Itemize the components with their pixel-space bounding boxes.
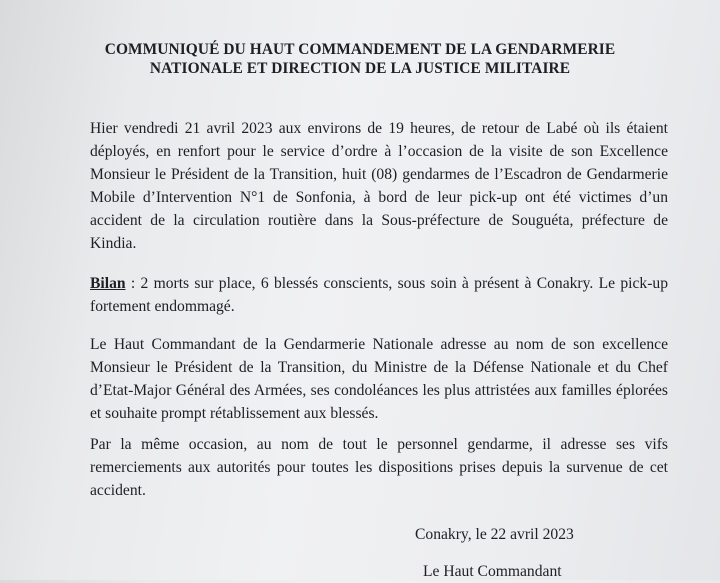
communique-title bbox=[60, 40, 660, 78]
paragraph-condolences: Le Haut Commandant de la Gendarmerie Nationale adresse au nom de son excellence Monsieur le Président de la Transition, du Ministre de la Défense Nationale et du Chef d’Etat-Major Général des Armées, ses condoléances les plus attristées aux familles éplorées et souhaite prompt rétablissement aux blessés. bbox=[90, 336, 668, 422]
signer-title: Le Haut Commandant bbox=[423, 563, 562, 580]
bilan-label: Bilan bbox=[90, 275, 126, 292]
bilan-text: : 2 morts sur place, 6 blessés conscients, sous soin à présent à Conakry. Le pick-up fortement endommagé. bbox=[90, 275, 668, 315]
paragraph-bilan bbox=[90, 272, 668, 318]
title-line-1: COMMUNIQUÉ DU HAUT COMMANDEMENT DE LA GENDARMERIE bbox=[104, 41, 616, 58]
title-line-2: NATIONALE ET DIRECTION DE LA JUSTICE MILITAIRE bbox=[149, 60, 571, 77]
paragraph-incident: Hier vendredi 21 avril 2023 aux environs de 19 heures, de retour de Labé où ils étaient déployés, en renfort pour le service d’ordre à l’occasion de la visite de son Excellence Monsieur le Président de la Transition, huit (08) gendarmes de l’Escadron de Gendarmerie Mobile d’Intervention N°1 de Sonfonia, à bord de leur pick-up ont été victimes d’un accident de la circulation routière dans la Sous-préfecture de Souguéta, préfecture de Kindia. bbox=[90, 120, 668, 252]
paragraph-thanks: Par la même occasion, au nom de tout le personnel gendarme, il adresse ses vifs remerciements aux autorités pour toutes les dispositions prises depuis la survenue de cet accident. bbox=[90, 436, 668, 499]
place-date: Conakry, le 22 avril 2023 bbox=[415, 526, 574, 543]
